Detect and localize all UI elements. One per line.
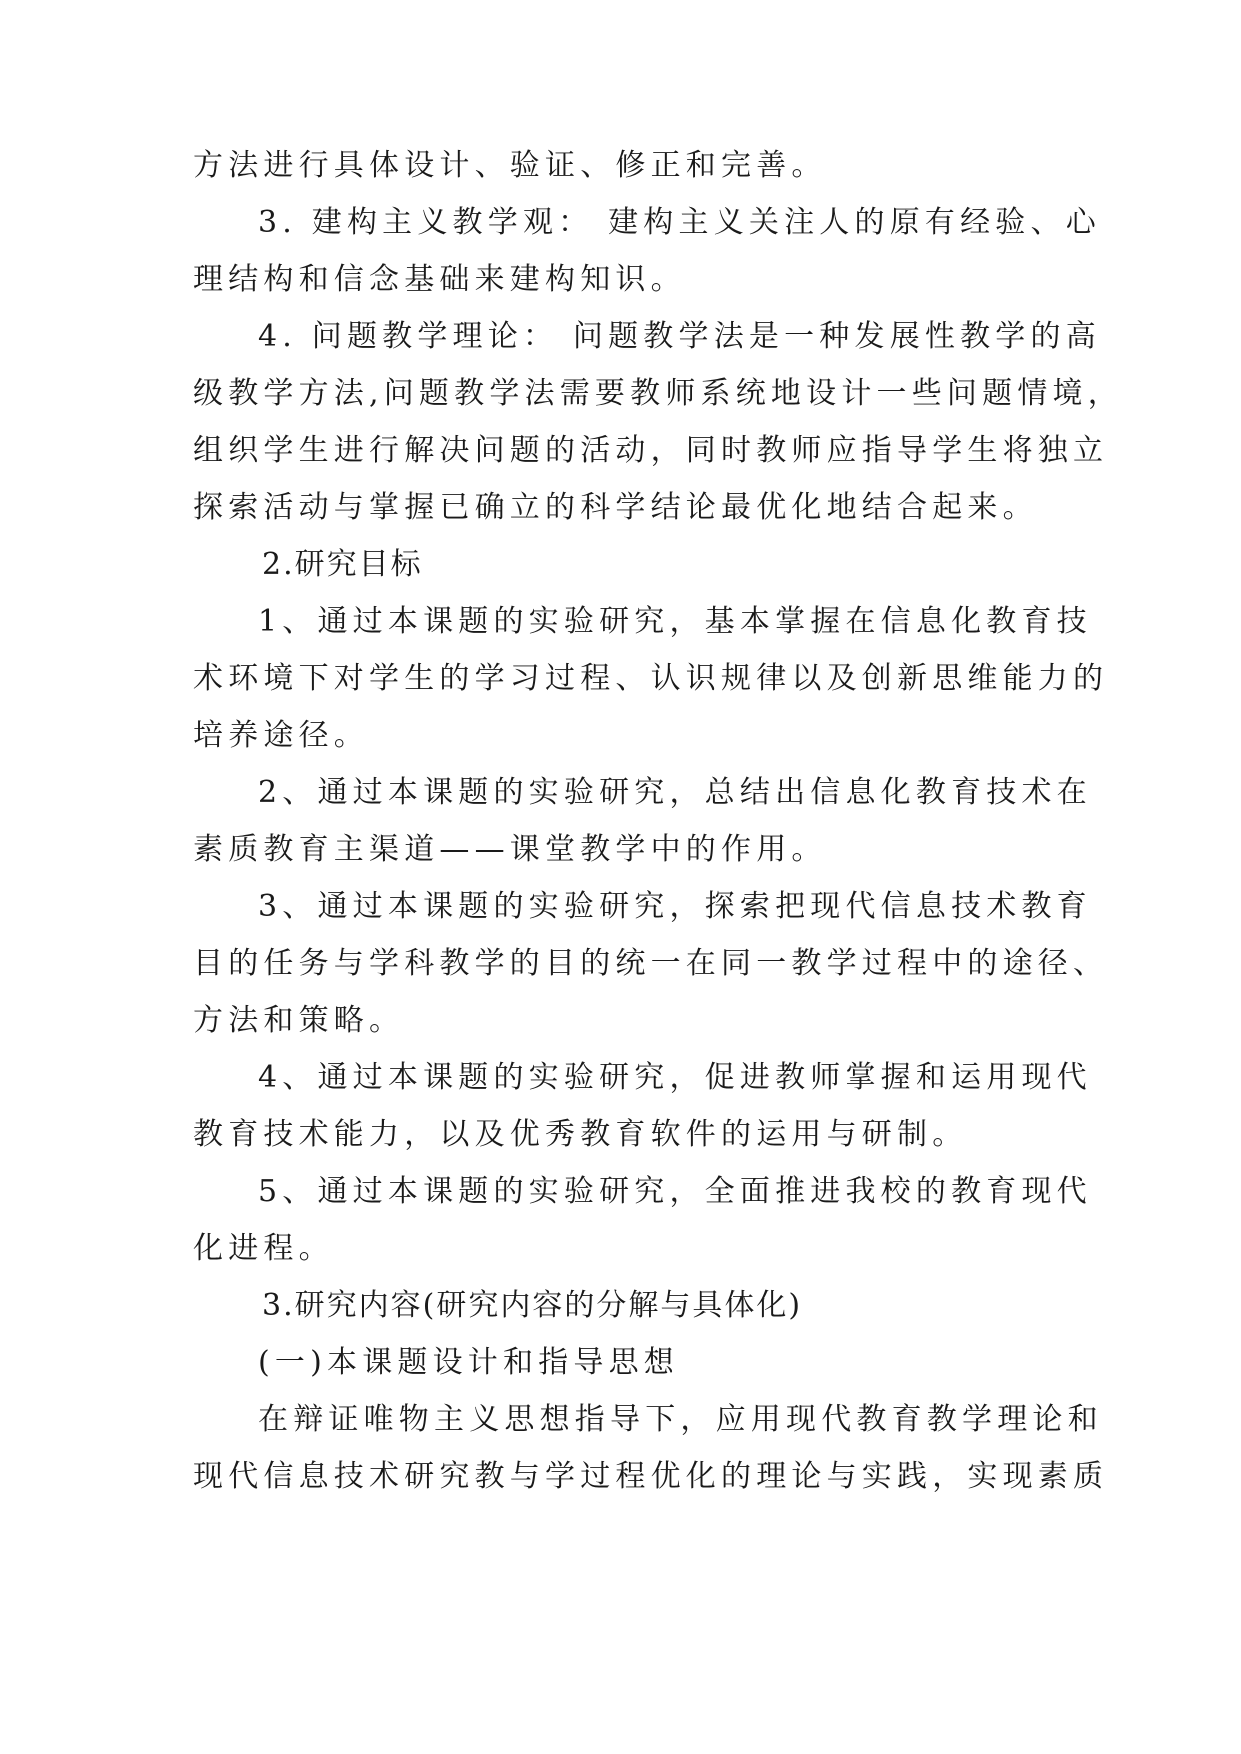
paragraph-line: 4、通过本课题的实验研究，促进教师掌握和运用现代 bbox=[258, 1060, 1092, 1095]
paragraph-line: 化进程。 bbox=[193, 1231, 334, 1266]
paragraph-line: 3. 建构主义教学观： 建构主义关注人的原有经验、心 bbox=[258, 205, 1101, 240]
section-heading: 3.研究内容(研究内容的分解与具体化) bbox=[262, 1288, 803, 1323]
paragraph-line: 级教学方法,问题教学法需要教师系统地设计一些问题情境， bbox=[193, 376, 1123, 411]
paragraph-line: 教育技术能力，以及优秀教育软件的运用与研制。 bbox=[193, 1117, 968, 1152]
paragraph-line: 目的任务与学科教学的目的统一在同一教学过程中的途径、 bbox=[193, 946, 1109, 981]
paragraph-line: 方法和策略。 bbox=[193, 1003, 405, 1038]
paragraph-line: 组织学生进行解决问题的活动，同时教师应指导学生将独立 bbox=[193, 433, 1109, 468]
paragraph-line: 5、通过本课题的实验研究，全面推进我校的教育现代 bbox=[258, 1174, 1092, 1209]
paragraph-line: 4. 问题教学理论： 问题教学法是一种发展性教学的高 bbox=[258, 319, 1101, 354]
paragraph-line: 在辩证唯物主义思想指导下，应用现代教育教学理论和 bbox=[258, 1402, 1103, 1437]
paragraph-line: 现代信息技术研究教与学过程优化的理论与实践，实现素质 bbox=[193, 1459, 1109, 1494]
paragraph-line: 素质教育主渠道——课堂教学中的作用。 bbox=[193, 832, 827, 867]
paragraph-line: 2、通过本课题的实验研究，总结出信息化教育技术在 bbox=[258, 775, 1092, 810]
paragraph-line: 方法进行具体设计、验证、修正和完善。 bbox=[193, 148, 827, 183]
paragraph-line: 1、通过本课题的实验研究，基本掌握在信息化教育技 bbox=[258, 604, 1092, 639]
paragraph-line: 培养途径。 bbox=[193, 718, 369, 753]
paragraph-line: 探索活动与掌握已确立的科学结论最优化地结合起来。 bbox=[193, 490, 1038, 525]
paragraph-line: 3、通过本课题的实验研究，探索把现代信息技术教育 bbox=[258, 889, 1092, 924]
section-heading: 2.研究目标 bbox=[262, 547, 423, 582]
paragraph-line: 术环境下对学生的学习过程、认识规律以及创新思维能力的 bbox=[193, 661, 1109, 696]
subsection-heading: (一)本课题设计和指导思想 bbox=[258, 1345, 680, 1380]
paragraph-line: 理结构和信念基础来建构知识。 bbox=[193, 262, 686, 297]
